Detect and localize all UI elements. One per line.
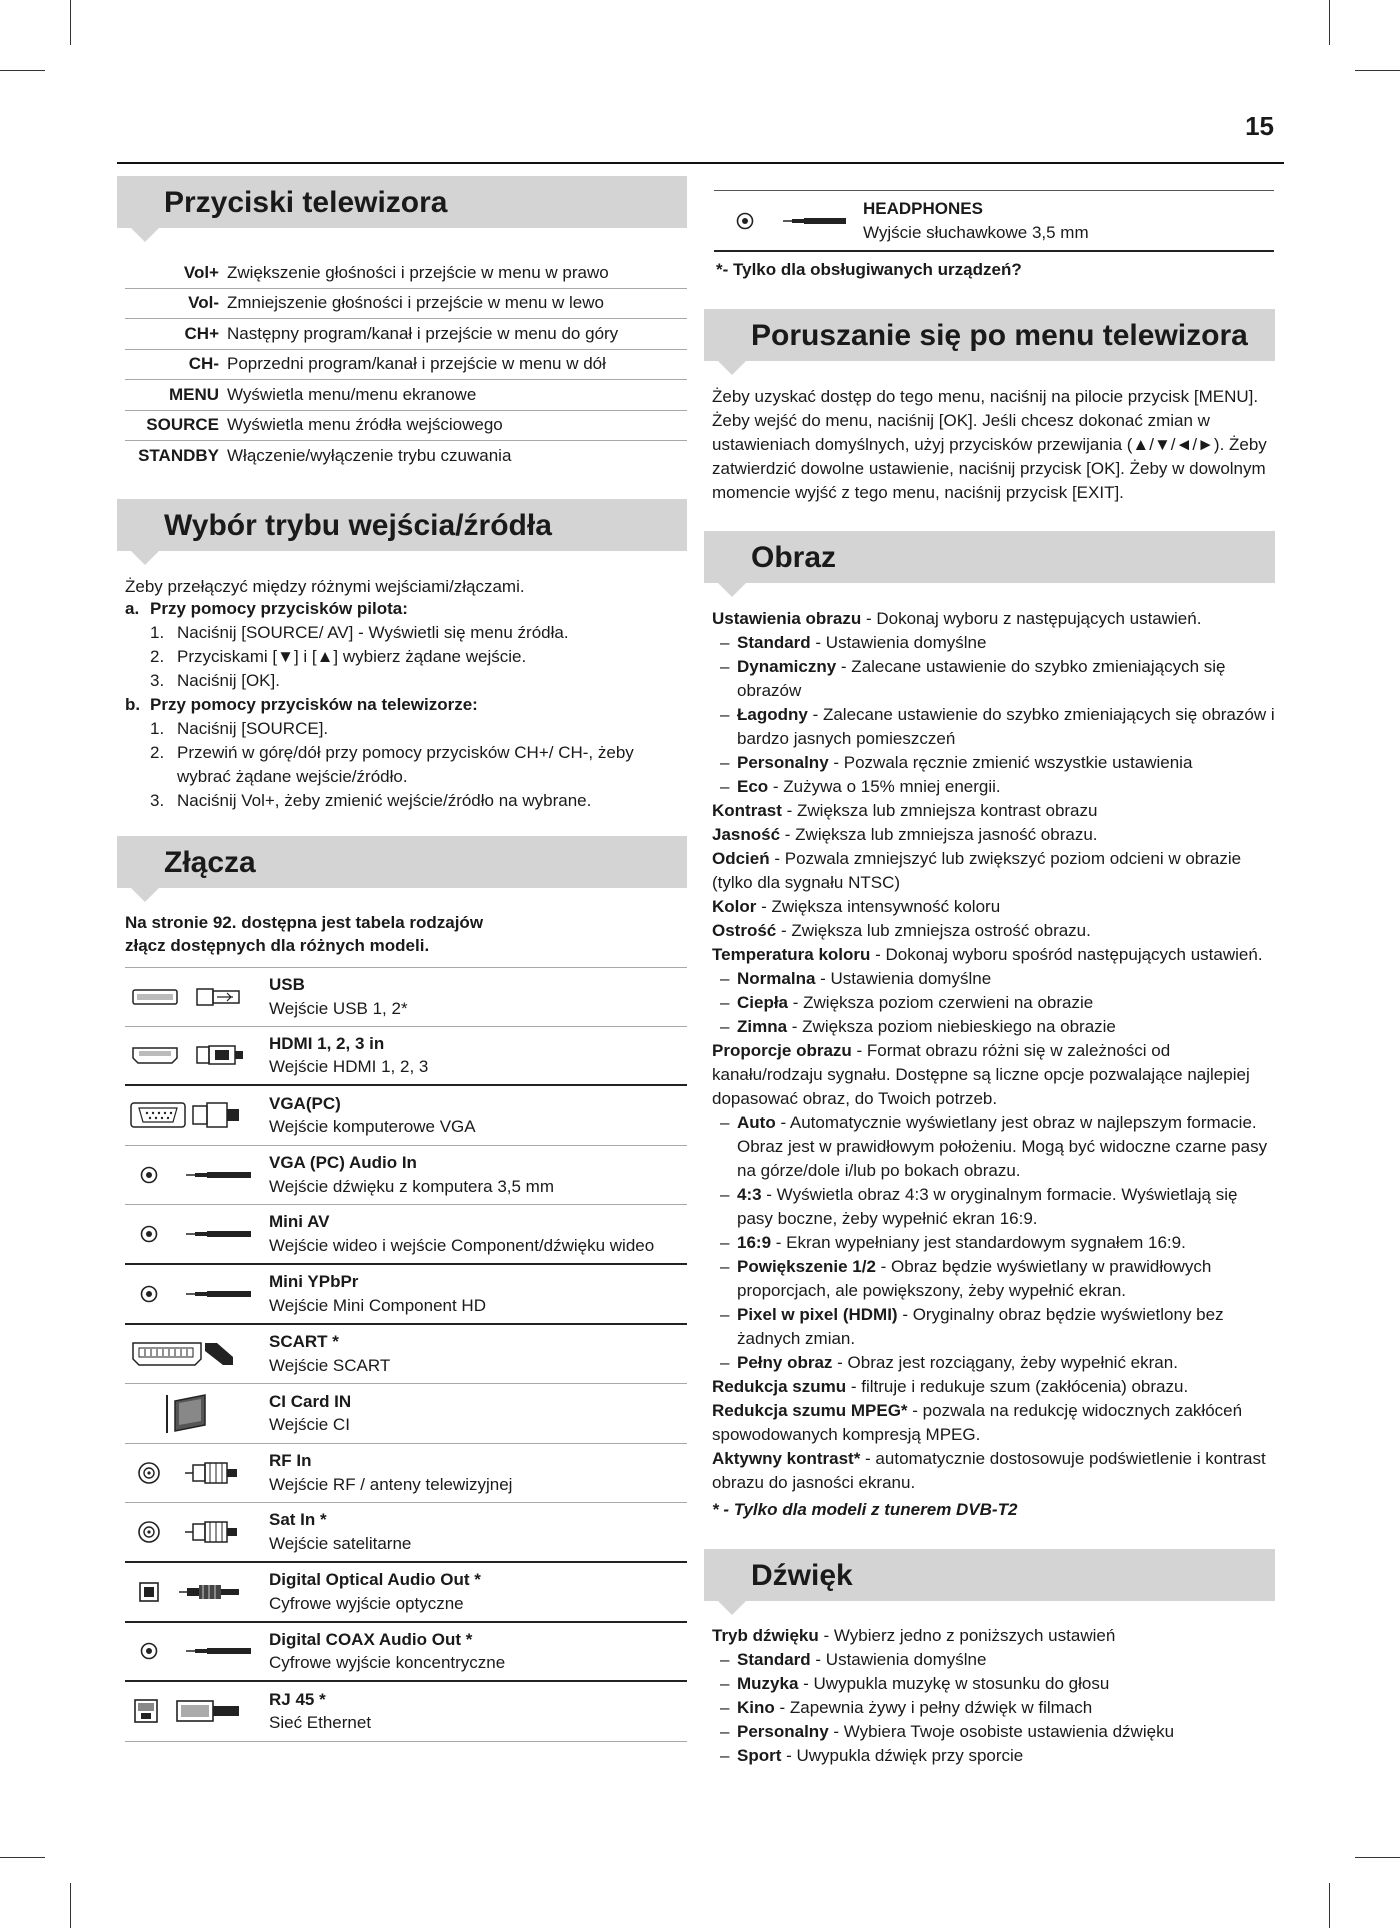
connector-text: [269, 973, 687, 1021]
connector-name: Mini AV: [269, 1212, 330, 1232]
scart-icon: [125, 1339, 269, 1369]
connector-desc: Wejście komputerowe VGA: [269, 1117, 476, 1137]
connector-row: [125, 1444, 687, 1504]
connector-text: [269, 1092, 687, 1140]
option-item: [712, 775, 1277, 799]
option-text: - Zalecane ustawienie do szybko zmieniających się obrazów: [737, 657, 1226, 700]
connector-text: [269, 1508, 687, 1556]
connector-row: [125, 1503, 687, 1563]
section-title: Poruszanie się po menu telewizora: [751, 319, 1248, 352]
option-name: Sport: [737, 1746, 782, 1765]
setting-text: - Wybierz jedno z poniższych ustawień: [818, 1626, 1116, 1645]
setting-name: Kolor: [712, 897, 757, 916]
picture-setting-line: [712, 847, 1277, 895]
connector-text: [269, 1330, 687, 1378]
option-text: - Pozwala ręcznie zmienić wszystkie ustawienia: [828, 753, 1193, 772]
option-text: - Obraz będzie wyświetlany w prawidłowych proporcjach, ale powiększony, żeby wypełnić ekran.: [737, 1257, 1212, 1300]
option-name: Auto: [737, 1113, 776, 1132]
option-item: [712, 991, 1277, 1015]
button-row: [125, 411, 687, 442]
connector-row: [125, 1325, 687, 1385]
connector-desc: Cyfrowe wyjście koncentryczne: [269, 1653, 506, 1673]
connector-name: RJ 45 *: [269, 1689, 326, 1709]
section-banner-source: [117, 499, 687, 551]
connector-desc: Wejście RF / anteny telewizyjnej: [269, 1475, 513, 1495]
option-text: - Zapewnia żywy i pełny dźwięk w filmach: [774, 1698, 1093, 1717]
crop-mark: [1355, 70, 1400, 71]
crop-mark: [0, 1857, 45, 1858]
step-text: Naciśnij [SOURCE/ AV] - Wyświetli się menu źródła.: [177, 623, 569, 643]
source-intro: Żeby przełączyć między różnymi wejściami/złączami.: [125, 577, 525, 596]
section-title: Dźwięk: [751, 1559, 853, 1592]
step-number: 1.: [150, 623, 165, 643]
section-title: Obraz: [751, 541, 837, 574]
headphones-row: [714, 190, 1274, 252]
option-text: - Zużywa o 15% mniej energii.: [768, 777, 1001, 796]
connector-desc: Wejście HDMI 1, 2, 3: [269, 1057, 429, 1077]
option-text: - Wyświetla obraz 4:3 w oryginalnym formacie. Wyświetlają się pasy boczne, żeby wypełnić ekran 16:9.: [737, 1185, 1238, 1228]
option-name: Standard: [737, 1650, 811, 1669]
picture-settings-line: [712, 607, 1277, 631]
button-row: [125, 441, 687, 472]
jack-icon: [714, 209, 863, 233]
step-number: 1.: [150, 719, 165, 739]
step-number: 2.: [150, 647, 165, 667]
setting-name: Redukcja szumu: [712, 1377, 847, 1396]
option-text: - Wybiera Twoje osobiste ustawienia dźwięku: [828, 1722, 1175, 1741]
connector-name: Mini YPbPr: [269, 1271, 359, 1291]
option-item: [712, 1255, 1277, 1303]
section-title: Przyciski telewizora: [164, 186, 448, 219]
step-text: Przewiń w górę/dół przy pomocy przycisków CH+/ CH-, żeby wybrać żądane wejście/źródło.: [177, 743, 634, 787]
source-a-steps: [125, 621, 685, 693]
option-text: - Ustawienia domyślne: [815, 969, 992, 988]
setting-text: - Zwiększa intensywność koloru: [756, 897, 1001, 916]
connector-text: [269, 1390, 687, 1438]
section-banner-buttons: [117, 176, 687, 228]
option-text: - Ustawienia domyślne: [810, 1650, 987, 1669]
connector-name: Digital COAX Audio Out *: [269, 1629, 473, 1649]
option-name: Eco: [737, 777, 769, 796]
option-name: Powiększenie 1/2: [737, 1257, 876, 1276]
setting-text: - automatycznie dostosowuje podświetlenie i kontrast obrazu do jasności ekranu.: [712, 1449, 1266, 1492]
connector-name: HDMI 1, 2, 3 in: [269, 1033, 385, 1053]
option-item: [712, 1696, 1272, 1720]
connector-row: [125, 1205, 687, 1265]
picture-presets-list: [712, 631, 1277, 799]
connector-name: SCART *: [269, 1332, 339, 1352]
sound-mode-list: [712, 1648, 1272, 1768]
source-a-heading: [125, 597, 685, 621]
optical-icon: [125, 1578, 269, 1606]
setting-text: - Zwiększa lub zmniejsza kontrast obrazu: [781, 801, 1098, 820]
setting-text: - pozwala na redukcję widocznych zakłóceń spowodowanych kompresją MPEG.: [712, 1401, 1243, 1444]
button-desc: Zmniejszenie głośności i przejście w menu w lewo: [227, 293, 604, 313]
option-text: - Zwiększa poziom niebieskiego na obrazie: [787, 1017, 1116, 1036]
option-name: Personalny: [737, 753, 829, 772]
button-key: CH+: [184, 323, 219, 343]
rf-icon: [125, 1459, 269, 1487]
option-item: [712, 1303, 1277, 1351]
option-item: [712, 1015, 1277, 1039]
setting-text: - Zwiększa lub zmniejsza ostrość obrazu.: [776, 921, 1091, 940]
picture-setting-line: [712, 823, 1277, 847]
option-name: Personalny: [737, 1722, 829, 1741]
button-desc: Wyświetla menu/menu ekranowe: [227, 384, 477, 404]
source-a-label: Przy pomocy przycisków pilota:: [150, 599, 408, 619]
step-item: [125, 717, 685, 741]
setting-text: - Dokonaj wyboru spośród następujących ustawień.: [870, 945, 1263, 964]
connector-desc: Wejście CI: [269, 1415, 350, 1435]
option-name: 16:9: [737, 1233, 772, 1252]
crop-mark: [1355, 1857, 1400, 1858]
option-text: - Automatycznie wyświetlany jest obraz w najlepszym formacie. Obraz jest w prawidłowym położeniu. Mogą być widoczne czarne pasy na górze/dole i/lub po bokach obrazu.: [737, 1113, 1268, 1180]
connector-name: VGA (PC) Audio In: [269, 1153, 417, 1173]
picture-setting-line: [712, 895, 1277, 919]
jack-icon: [125, 1282, 269, 1306]
step-item: [125, 741, 685, 789]
step-item: [125, 669, 685, 693]
button-key: MENU: [168, 384, 219, 404]
connector-desc: Wejście dźwięku z komputera 3,5 mm: [269, 1177, 555, 1197]
step-text: Naciśnij [OK].: [177, 671, 280, 691]
option-name: Ciepła: [737, 993, 789, 1012]
sound-settings: [712, 1624, 1272, 1768]
button-key: CH-: [188, 354, 219, 374]
connector-desc: Wejście Mini Component HD: [269, 1295, 486, 1315]
connector-name: CI Card IN: [269, 1391, 352, 1411]
option-item: [712, 751, 1277, 775]
connector-row: [125, 1086, 687, 1146]
connector-name: RF In: [269, 1451, 312, 1471]
button-key: Vol+: [183, 262, 219, 282]
header-rule: [117, 162, 1284, 164]
connector-text: [269, 1449, 687, 1497]
connector-row: [125, 1682, 687, 1742]
connectors-table: [125, 967, 687, 1742]
connector-desc: Wyjście słuchawkowe 3,5 mm: [863, 222, 1089, 242]
option-item: [712, 1231, 1277, 1255]
connector-row: [125, 1623, 687, 1683]
connector-desc: Sieć Ethernet: [269, 1713, 372, 1733]
button-row: [125, 319, 687, 350]
option-text: - Uwypukla muzykę w stosunku do głosu: [798, 1674, 1110, 1693]
connectors-note: Na stronie 92. dostępna jest tabela rodzajów złącz dostępnych dla różnych modeli.: [125, 913, 484, 955]
setting-text: - filtruje i redukuje szum (zakłócenia) obrazu.: [846, 1377, 1189, 1396]
setting-name: Ostrość: [712, 921, 777, 940]
button-desc: Poprzedni program/kanał i przejście w menu w dół: [227, 354, 606, 374]
hdmi-icon: [125, 1042, 269, 1068]
connector-row: [125, 1027, 687, 1087]
button-row: [125, 258, 687, 289]
button-desc: Wyświetla menu źródła wejściowego: [227, 415, 503, 435]
crop-mark: [1329, 1883, 1330, 1928]
setting-name: Aktywny kontrast*: [712, 1449, 861, 1468]
step-item: [125, 789, 685, 813]
setting-name: Proporcje obrazu: [712, 1041, 852, 1060]
option-name: Muzyka: [737, 1674, 799, 1693]
list-marker: a.: [125, 599, 140, 619]
source-b-label: Przy pomocy przycisków na telewizorze:: [150, 695, 478, 715]
setting-text: - Pozwala zmniejszyć lub zwiększyć poziom odcieni w obrazie (tylko dla sygnału NTSC): [712, 849, 1242, 892]
headphones-text: [863, 197, 1274, 245]
connector-name: Sat In *: [269, 1510, 327, 1530]
connector-text: [269, 1688, 687, 1736]
jack-icon: [125, 1222, 269, 1246]
list-marker: b.: [125, 695, 141, 715]
section-banner-connectors: [117, 836, 687, 888]
option-item: [712, 655, 1277, 703]
vga-icon: [125, 1100, 269, 1130]
jack-icon: [125, 1163, 269, 1187]
option-name: Standard: [737, 633, 811, 652]
usb-icon: [125, 984, 269, 1010]
option-name: Łagodny: [737, 705, 808, 724]
picture-setting-line: [712, 1375, 1277, 1399]
button-row: [125, 350, 687, 381]
buttons-table: [125, 258, 687, 472]
option-item: [712, 1744, 1272, 1768]
connector-text: [269, 1151, 687, 1199]
connector-text: [269, 1032, 687, 1080]
option-item: [712, 1111, 1277, 1183]
picture-setting-line: [712, 799, 1277, 823]
step-text: Naciśnij Vol+, żeby zmienić wejście/źródło na wybrane.: [177, 791, 592, 811]
connector-desc: Wejście wideo i wejście Component/dźwięku wideo: [269, 1236, 655, 1256]
button-desc: Zwiększenie głośności i przejście w menu w prawo: [227, 262, 609, 282]
connector-desc: Wejście satelitarne: [269, 1534, 412, 1554]
color-temperature-list: [712, 967, 1277, 1039]
section-title: Złącza: [164, 846, 256, 879]
connector-name: USB: [269, 975, 305, 994]
step-text: Przyciskami [▼] i [▲] wybierz żądane wejście.: [177, 647, 527, 667]
option-name: Pełny obraz: [737, 1353, 833, 1372]
option-text: - Zalecane ustawienie do szybko zmieniających się obrazów i bardzo jasnych pomieszczeń: [737, 705, 1275, 748]
step-item: [125, 645, 685, 669]
option-text: - Ekran wypełniany jest standardowym sygnałem 16:9.: [771, 1233, 1186, 1252]
button-key: Vol-: [188, 293, 219, 313]
button-key: STANDBY: [138, 446, 219, 466]
setting-name: Ustawienia obrazu: [712, 609, 862, 628]
section-title: Wybór trybu wejścia/źródła: [164, 509, 552, 542]
setting-text: - Format obrazu różni się w zależności od kanału/rodzaju sygnału. Dostępne są liczne opcje pozwalające najlepiej dopasować obraz, do Twoich potrzeb.: [712, 1041, 1250, 1108]
connector-row: [125, 967, 687, 1027]
step-item: [125, 621, 685, 645]
crop-mark: [1329, 0, 1330, 45]
option-name: Dynamiczny: [737, 657, 837, 676]
connector-text: [269, 1270, 687, 1318]
setting-text: - Dokonaj wyboru z następujących ustawień.: [861, 609, 1202, 628]
picture-setting-line: [712, 919, 1277, 943]
picture-setting-line: [712, 1447, 1277, 1495]
step-number: 2.: [150, 743, 165, 763]
section-banner-menu: [704, 309, 1275, 361]
option-item: [712, 1183, 1277, 1231]
source-b-steps: [125, 717, 685, 813]
connector-name: HEADPHONES: [863, 198, 983, 218]
coax-icon: [125, 1639, 269, 1663]
option-text: - Obraz jest rozciągany, żeby wypełnić ekran.: [832, 1353, 1178, 1372]
connector-row: [125, 1384, 687, 1444]
sound-mode-line: [712, 1624, 1272, 1648]
aspect-ratio-list: [712, 1111, 1277, 1375]
setting-name: Redukcja szumu MPEG*: [712, 1401, 908, 1420]
step-number: 3.: [150, 671, 165, 691]
rf-icon: [125, 1518, 269, 1546]
connector-row: [125, 1146, 687, 1206]
setting-name: Odcień: [712, 849, 770, 868]
dvb-note: * - Tylko dla modeli z tunerem DVB-T2: [712, 1500, 1018, 1519]
button-desc: Następny program/kanał i przejście w menu do góry: [227, 323, 619, 343]
option-text: - Uwypukla dźwięk przy sporcie: [781, 1746, 1024, 1765]
connector-text: [269, 1210, 687, 1258]
option-name: Normalna: [737, 969, 816, 988]
section-banner-sound: [704, 1549, 1275, 1601]
setting-name: Temperatura koloru: [712, 945, 871, 964]
connector-desc: Cyfrowe wyjście optyczne: [269, 1593, 464, 1613]
menu-text: Żeby uzyskać dostęp do tego menu, naciśnij na pilocie przycisk [MENU]. Żeby wejść do menu, naciśnij [OK]. Jeśli chcesz dokonać zmian w ustawieniach domyślnych, użyj przycisków przewijania (▲/▼/◄/►). Żeby zatwierdzić dowolne ustawienie, naciśnij przycisk [OK]. Żeby w dowolnym momencie wyjść z tego menu, naciśnij przycisk [EXIT].: [712, 387, 1267, 502]
step-text: Naciśnij [SOURCE].: [177, 719, 329, 739]
page-number: 15: [1245, 111, 1274, 141]
connector-text: [269, 1628, 687, 1676]
option-item: [712, 631, 1277, 655]
picture-settings: [712, 607, 1277, 1522]
button-key: SOURCE: [146, 415, 219, 435]
section-banner-picture: [704, 531, 1275, 583]
source-b-heading: [125, 693, 685, 717]
picture-setting-line: [712, 1399, 1277, 1447]
connector-desc: Wejście SCART: [269, 1355, 391, 1375]
option-name: 4:3: [737, 1185, 762, 1204]
connector-name: Digital Optical Audio Out *: [269, 1569, 481, 1589]
setting-name: Tryb dźwięku: [712, 1626, 819, 1645]
supported-note: *- Tylko dla obsługiwanych urządzeń?: [716, 260, 1022, 279]
option-item: [712, 967, 1277, 991]
connector-text: [269, 1568, 687, 1616]
option-name: Pixel w pixel (HDMI): [737, 1305, 898, 1324]
aspect-ratio-line: [712, 1039, 1277, 1111]
option-item: [712, 1648, 1272, 1672]
option-item: [712, 703, 1277, 751]
ci-card-icon: [125, 1391, 269, 1435]
option-name: Kino: [737, 1698, 775, 1717]
step-number: 3.: [150, 791, 165, 811]
button-desc: Włączenie/wyłączenie trybu czuwania: [227, 446, 512, 466]
option-item: [712, 1672, 1272, 1696]
connector-row: [125, 1563, 687, 1623]
picture-setting-line: [712, 943, 1277, 967]
option-item: [712, 1720, 1272, 1744]
option-text: - Oryginalny obraz będzie wyświetlony bez żadnych zmian.: [737, 1305, 1224, 1348]
button-row: [125, 380, 687, 411]
setting-name: Jasność: [712, 825, 781, 844]
source-instructions: [125, 575, 685, 813]
setting-text: - Zwiększa lub zmniejsza jasność obrazu.: [780, 825, 1098, 844]
connector-desc: Wejście USB 1, 2*: [269, 998, 408, 1018]
option-text: - Ustawienia domyślne: [810, 633, 987, 652]
crop-mark: [70, 1883, 71, 1928]
connector-row: [125, 1265, 687, 1325]
option-name: Zimna: [737, 1017, 788, 1036]
crop-mark: [70, 0, 71, 45]
button-row: [125, 289, 687, 320]
setting-name: Kontrast: [712, 801, 782, 820]
crop-mark: [0, 70, 45, 71]
connector-name: VGA(PC): [269, 1093, 341, 1113]
option-item: [712, 1351, 1277, 1375]
option-text: - Zwiększa poziom czerwieni na obrazie: [788, 993, 1094, 1012]
rj45-icon: [125, 1696, 269, 1726]
